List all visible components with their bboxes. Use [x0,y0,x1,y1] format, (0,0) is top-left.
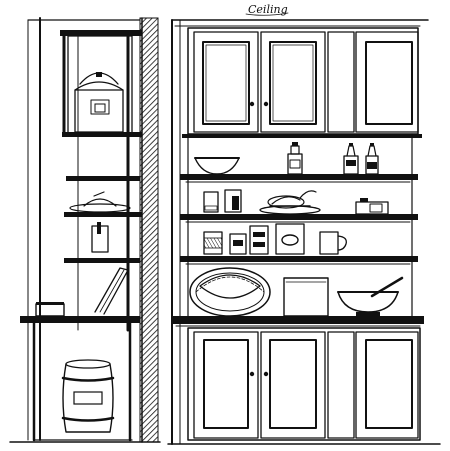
barrel [63,360,113,432]
small-box [356,198,388,214]
left-recess [10,18,160,442]
plate-with-dish [260,191,320,214]
tin-stack [204,190,241,212]
upper-door-left [194,32,258,132]
lower-door-left [194,332,258,438]
ceiling-label: Ceiling [248,3,288,16]
leaning-tray [95,268,128,314]
dresser [168,20,440,444]
hanging-box [92,222,108,252]
upper-door-middle [261,32,325,132]
lower-door-right [328,332,418,438]
lower-door-middle [261,332,325,438]
bottle-one [344,143,358,174]
flour-bin [75,72,123,132]
bowl [195,158,239,174]
mug [320,232,346,254]
chopping-board [284,278,328,316]
jar-one [288,142,302,174]
shelf-dish [70,192,130,212]
platter [190,268,270,316]
bottle-two [366,143,378,174]
upper-door-right [328,32,418,132]
mortar-and-pestle [338,278,402,316]
canisters [204,224,304,254]
